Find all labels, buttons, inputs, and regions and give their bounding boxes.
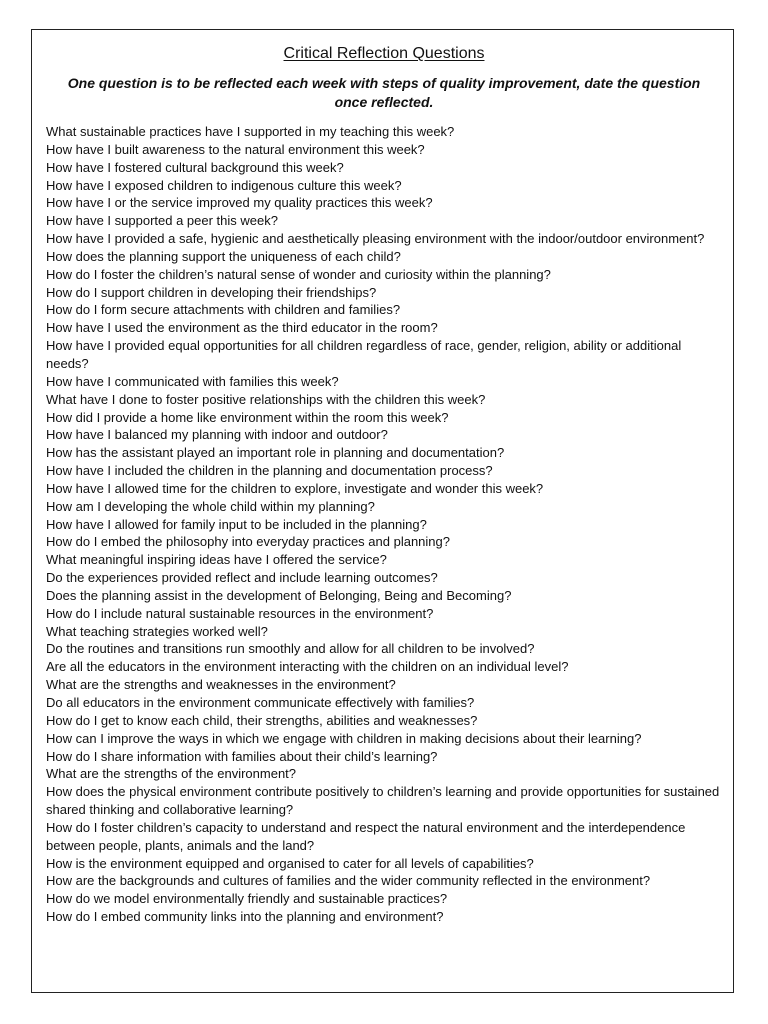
question-item: How have I communicated with families this week? [46, 373, 339, 389]
question-item: How do I foster children’s capacity to understand and respect the natural environment and the interdependence between people, plants, animals and the land? [46, 819, 686, 853]
question-item: What sustainable practices have I supported in my teaching this week? [46, 124, 455, 139]
question-item: How have I included the children in the planning and documentation process? [46, 463, 493, 479]
question-item: Do the experiences provided reflect and include learning outcomes? [46, 570, 438, 586]
question-item: Do the routines and transitions run smoothly and allow for all children to be involved? [46, 641, 535, 657]
question-item: How have I fostered cultural background this week? [46, 159, 344, 175]
question-item: What are the strengths and weaknesses in the environment? [46, 677, 396, 693]
question-item: How have I supported a peer this week? [46, 213, 278, 229]
question-item: How do I foster the children’s natural sense of wonder and curiosity within the planning? [46, 266, 551, 282]
question-item: How have I or the service improved my quality practices this week? [46, 195, 433, 211]
question-item: How do I embed the philosophy into everyday practices and planning? [46, 534, 450, 550]
question-item: How do we model environmentally friendly and sustainable practices? [46, 891, 448, 907]
question-item: How has the assistant played an important role in planning and documentation? [46, 445, 505, 461]
question-item: How do I share information with families about their child’s learning? [46, 748, 438, 764]
question-item: What meaningful inspiring ideas have I offered the service? [46, 552, 387, 568]
question-item: How have I built awareness to the natural environment this week? [46, 141, 425, 157]
question-item: How do I get to know each child, their strengths, abilities and weaknesses? [46, 712, 478, 728]
question-item: What teaching strategies worked well? [46, 623, 268, 639]
question-item: How have I balanced my planning with indoor and outdoor? [46, 427, 388, 443]
question-item: How do I include natural sustainable resources in the environment? [46, 605, 434, 621]
question-item: How do I support children in developing their friendships? [46, 284, 377, 300]
question-item: Are all the educators in the environment interacting with the children on an individual level? [46, 659, 569, 675]
question-item: How do I embed community links into the planning and environment? [46, 909, 444, 925]
question-item: How have I allowed time for the children to explore, investigate and wonder this week? [46, 480, 544, 496]
question-item: How have I allowed for family input to be included in the planning? [46, 516, 427, 532]
document-title: Critical Reflection Questions [283, 45, 485, 62]
question-item: How have I provided a safe, hygienic and aesthetically pleasing environment with the indoor/outdoor environment? [46, 231, 705, 247]
question-item: How do I form secure attachments with children and families? [46, 302, 401, 318]
question-item: How am I developing the whole child within my planning? [46, 498, 375, 514]
question-item: How are the backgrounds and cultures of families and the wider community reflected in the environment? [46, 873, 651, 889]
question-item: How does the planning support the uniqueness of each child? [46, 248, 401, 264]
question-item: How can I improve the ways in which we engage with children in making decisions about their learning? [46, 730, 642, 746]
question-item: How is the environment equipped and organised to cater for all levels of capabilities? [46, 855, 534, 871]
question-item: How have I provided equal opportunities for all children regardless of race, gender, religion, ability or additional needs? [46, 338, 682, 371]
question-item: What have I done to foster positive relationships with the children this week? [46, 391, 486, 407]
question-item: How have I used the environment as the third educator in the room? [46, 320, 438, 336]
question-item: What are the strengths of the environment? [46, 766, 297, 782]
question-list [46, 123, 724, 926]
question-item: How does the physical environment contribute positively to children’s learning and provide opportunities for sustained shared thinking and collaborative learning? [46, 784, 720, 818]
question-item: Do all educators in the environment communicate effectively with families? [46, 695, 475, 710]
question-item: Does the planning assist in the development of Belonging, Being and Becoming? [46, 587, 512, 603]
question-item: How have I exposed children to indigenous culture this week? [46, 177, 402, 193]
question-item: How did I provide a home like environment within the room this week? [46, 409, 449, 425]
document-instruction: One question is to be reflected each week with steps of quality improvement, date the question once reflected. [67, 75, 701, 110]
